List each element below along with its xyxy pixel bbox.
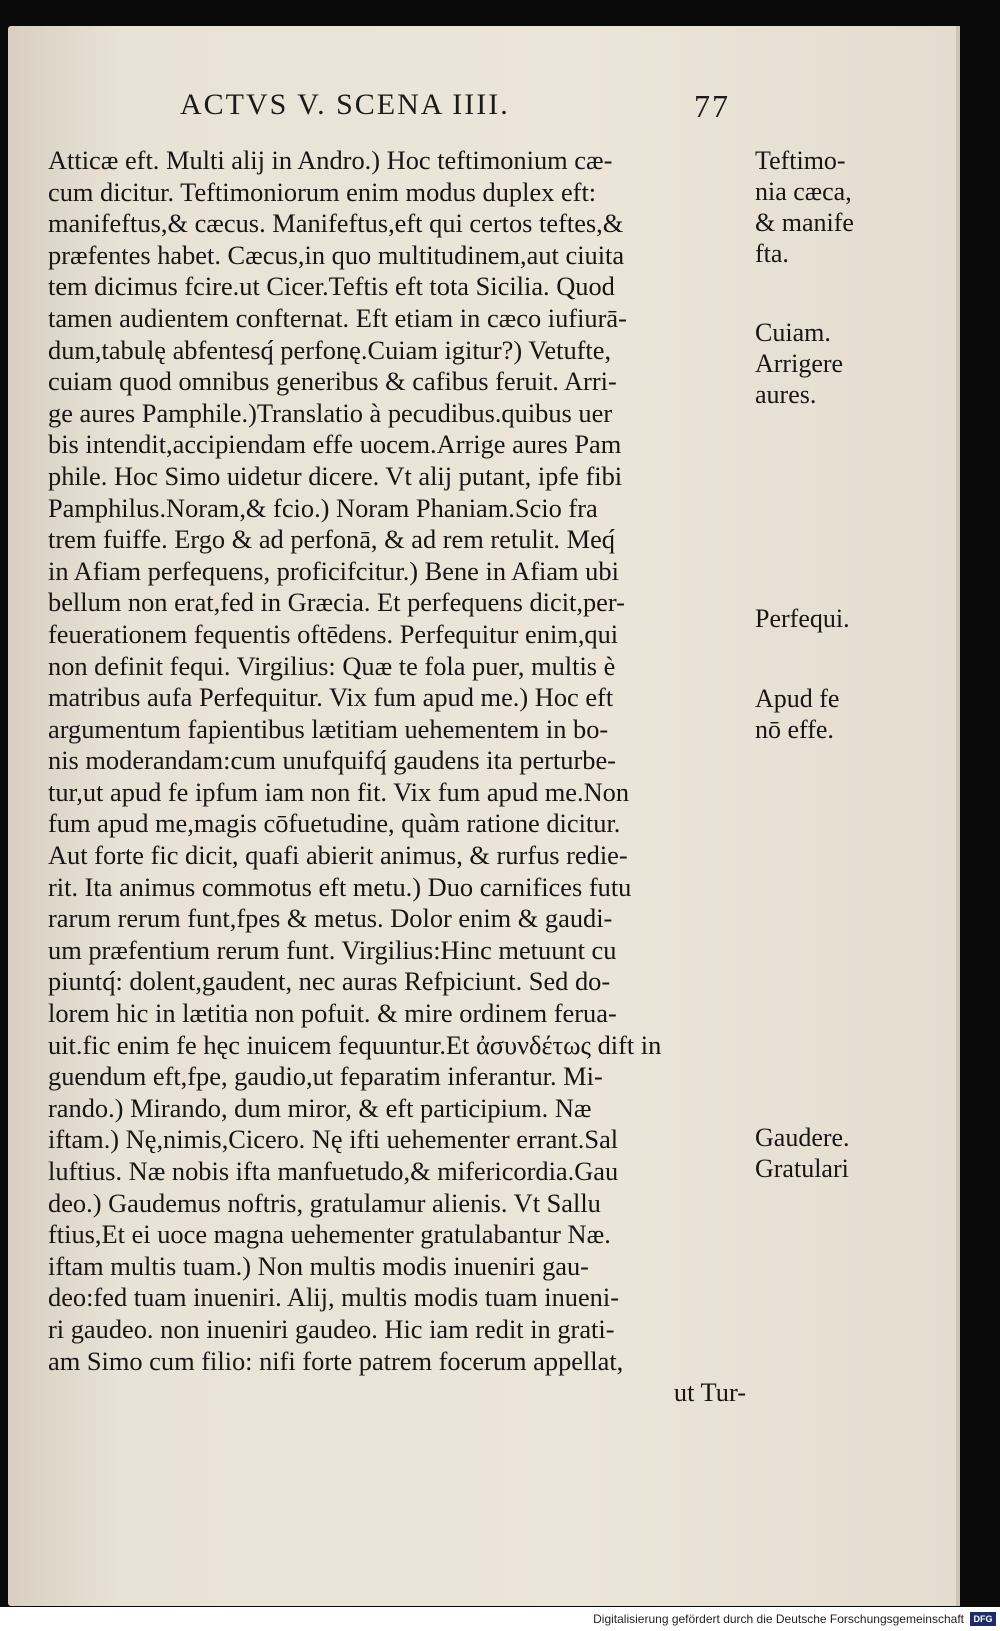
- text-line: tem dicimus fcire.ut Cicer.Teftis eft tota Sicilia. Quod: [48, 271, 615, 302]
- gloss-line: aures.: [755, 380, 817, 409]
- funding-credit: Digitalisierung gefördert durch die Deutsche Forschungsgemeinschaft: [593, 1612, 964, 1626]
- running-header: [170, 88, 730, 128]
- text-line: iftam.) Nę,nimis,Cicero. Nę ifti uehementer errant.Sal: [48, 1124, 619, 1155]
- text-line: iftam multis tuam.) Non multis modis inueniri gau-: [48, 1250, 589, 1281]
- text-line: nis moderandam:cum unufquifq́ gaudens ita perturbe-: [48, 745, 616, 776]
- text-line: argumentum fapientibus lætitiam uehementem in bo-: [48, 713, 609, 744]
- dfg-logo: DFG: [970, 1612, 996, 1626]
- text-line: feuerationem fequentis oftēdens. Perfequitur enim,qui: [48, 618, 619, 649]
- marginal-note-gaudere: [755, 1122, 850, 1184]
- gloss-line: Apud fe: [755, 684, 840, 713]
- text-line: in Afiam perfequens, proficifcitur.) Bene in Afiam ubi: [48, 555, 619, 586]
- text-line: Atticæ eft. Multi alij in Andro.) Hoc teftimonium cæ-: [48, 145, 613, 175]
- main-text-block: [48, 145, 748, 1409]
- text-line: manifeftus,& cæcus. Manifeftus,eft qui certos teftes,&: [48, 208, 624, 239]
- text-line: cum dicitur. Teftimoniorum enim modus duplex eft:: [48, 176, 597, 207]
- text-line: am Simo cum filio: nifi forte patrem focerum appellat,: [48, 1345, 624, 1376]
- text-line: Pamphilus.Noram,& fcio.) Noram Phaniam.Scio fra: [48, 492, 598, 523]
- gloss-line: Teftimo-: [755, 146, 846, 175]
- text-line: lorem hic in lætitia non pofuit. & mire ordinem ferua-: [48, 998, 617, 1029]
- gloss-line: Cuiam.: [755, 318, 831, 347]
- text-line: uit.fic enim fe hęc inuicem fequuntur.Et ἀσυνδέτως dift in: [48, 1029, 662, 1060]
- text-line: guendum eft,fpe, gaudio,ut feparatim inferantur. Mi-: [48, 1061, 603, 1092]
- marginal-note-cuiam: [755, 317, 843, 410]
- gloss-line: Arrigere: [755, 349, 844, 378]
- text-line: præfentes habet. Cæcus,in quo multitudinem,aut ciuita: [48, 239, 625, 270]
- text-line: rit. Ita animus commotus eft metu.) Duo carnifices futu: [48, 871, 632, 902]
- gloss-line: Perfequi.: [755, 604, 850, 633]
- text-line: ftius,Et ei uoce magna uehementer gratulabantur Næ.: [48, 1219, 611, 1250]
- text-line: phile. Hoc Simo uidetur dicere. Vt alij putant, ipfe fibi: [48, 460, 623, 491]
- digitization-footer: [0, 1607, 1000, 1631]
- catchword: ut Tur-: [673, 1377, 746, 1408]
- text-line: cuiam quod omnibus generibus & cafibus feruit. Arri-: [48, 366, 617, 397]
- gloss-line: nō effe.: [755, 715, 834, 744]
- page-edge: [956, 26, 960, 1606]
- text-line: dum,tabulę abfentesq́ perfonę.Cuiam igitur?) Vetufte,: [48, 334, 612, 365]
- text-line: rando.) Mirando, dum miror, & eft participium. Næ: [48, 1092, 592, 1123]
- gloss-line: Gratulari: [755, 1154, 849, 1183]
- text-line: deo:fed tuam inueniri. Alij, multis modis tuam inueni-: [48, 1282, 619, 1313]
- folio-number: 77: [694, 88, 730, 124]
- text-line: tamen audientem confternat. Eft etiam in cæco iufiurā-: [48, 302, 627, 333]
- text-line: piuntq́: dolent,gaudent, nec auras Refpiciunt. Sed do-: [48, 966, 611, 997]
- text-line: deo.) Gaudemus noftris, gratulamur alienis. Vt Sallu: [48, 1187, 601, 1218]
- gloss-line: fta.: [755, 239, 789, 268]
- text-line: ri gaudeo. non inueniri gaudeo. Hic iam redit in grati-: [48, 1313, 615, 1344]
- marginal-note-persequi: [755, 603, 850, 634]
- marginal-note-apud-se: [755, 683, 839, 745]
- marginal-note-testimonia: [755, 145, 854, 269]
- running-title: ACTVS V. SCENA IIII.: [180, 88, 510, 121]
- text-line: um præfentium rerum funt. Virgilius:Hinc metuunt cu: [48, 934, 617, 965]
- text-line: bellum non erat,fed in Græcia. Et perfequens dicit,per-: [48, 587, 625, 618]
- text-line: bis intendit,accipiendam effe uocem.Arrige aures Pam: [48, 429, 622, 460]
- text-line: Aut forte fic dicit, quafi abierit animus, & rurfus redie-: [48, 840, 628, 871]
- text-line: tur,ut apud fe ipfum iam non fit. Vix fum apud me.Non: [48, 776, 630, 807]
- text-line: luftius. Næ nobis ifta manfuetudo,& mifericordia.Gau: [48, 1156, 619, 1186]
- text-line: ge aures Pamphile.)Translatio à pecudibus.quibus uer: [48, 397, 613, 428]
- text-line: fum apud me,magis cōfuetudine, quàm ratione dicitur.: [48, 808, 621, 839]
- gloss-line: nia cæca,: [755, 177, 852, 206]
- text-line: matribus aufa Perfequitur. Vix fum apud me.) Hoc eft: [48, 682, 614, 713]
- text-line: non definit fequi. Virgilius: Quæ te fola puer, multis è: [48, 650, 616, 681]
- gloss-line: & manife: [755, 208, 854, 237]
- gloss-line: Gaudere.: [755, 1123, 850, 1152]
- text-line: rarum rerum funt,fpes & metus. Dolor enim & gaudi-: [48, 903, 613, 934]
- text-line: trem fuiffe. Ergo & ad perfonā, & ad rem retulit. Meq́: [48, 524, 615, 555]
